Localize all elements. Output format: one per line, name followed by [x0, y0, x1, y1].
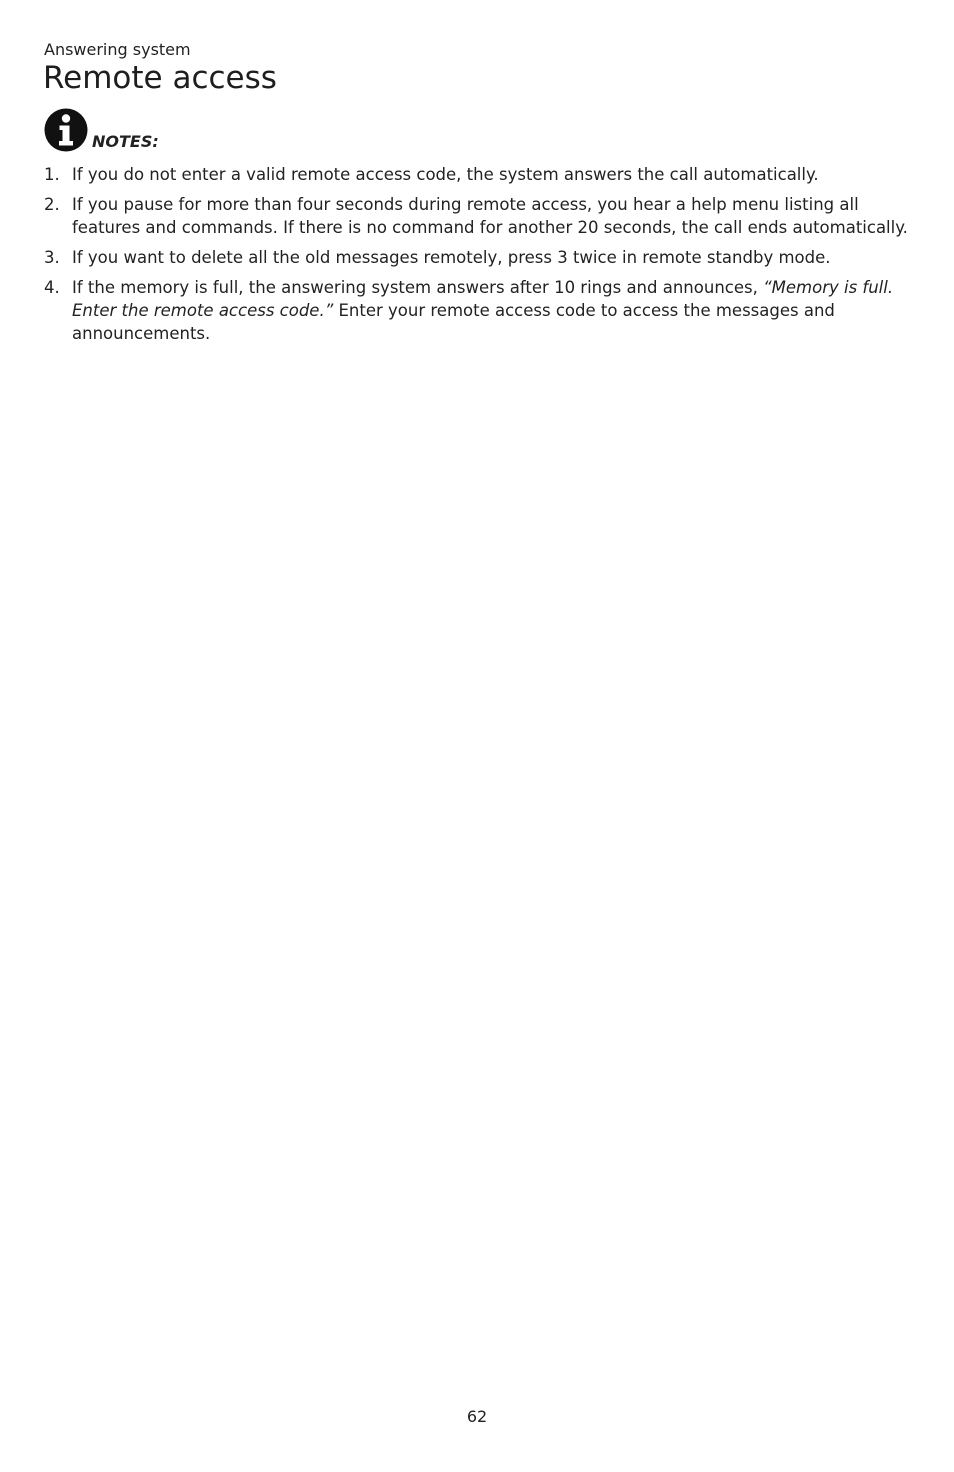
- list-item-text: [72, 276, 910, 345]
- page-number: 62: [466, 1407, 488, 1426]
- list-item-number: 3.: [44, 248, 60, 267]
- list-item: [44, 163, 910, 186]
- notes-header: [44, 106, 159, 152]
- announcement-quote: “Memory is full. Enter the remote access code.”: [72, 278, 894, 320]
- list-item-text-part: If the memory is full, the answering system answers after 10 rings and announces,: [72, 278, 764, 297]
- info-icon: [44, 108, 88, 152]
- list-item-number: 2.: [44, 195, 60, 214]
- notes-label: NOTES:: [92, 132, 159, 151]
- list-item: [44, 193, 910, 239]
- list-item-text: If you want to delete all the old messages remotely, press 3 twice in remote standby mode.: [72, 248, 831, 267]
- list-item: [44, 276, 910, 345]
- list-item-text: If you pause for more than four seconds during remote access, you hear a help menu listing all features and commands. If there is no command for another 20 seconds, the call ends automatically.: [72, 195, 908, 237]
- section-label: Answering system: [44, 40, 191, 59]
- page-title: Remote access: [43, 60, 277, 96]
- list-item-number: 4.: [44, 278, 60, 297]
- list-item-number: 1.: [44, 165, 60, 184]
- list-item: [44, 246, 910, 269]
- list-item-text-part: Enter your remote access code to access the messages and announcements.: [72, 301, 835, 343]
- list-item-text: If you do not enter a valid remote access code, the system answers the call automatically.: [72, 165, 819, 184]
- notes-list: [44, 163, 910, 352]
